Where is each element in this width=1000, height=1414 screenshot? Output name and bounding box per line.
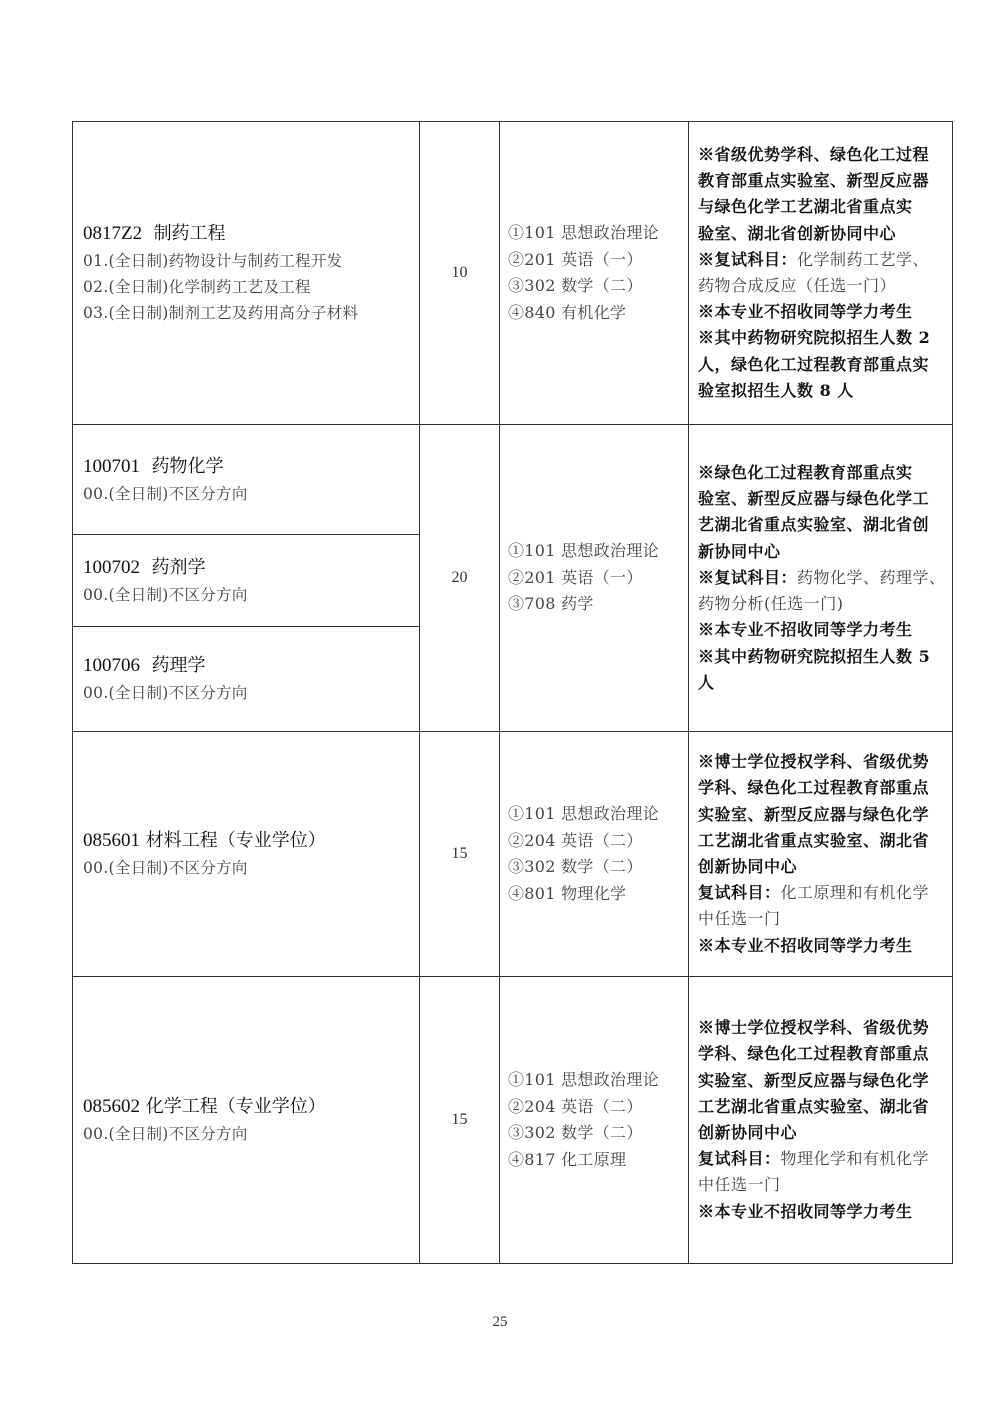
note-line: ※本专业不招收同等学力考生 <box>698 620 913 640</box>
notes-cell <box>689 425 953 732</box>
direction: 00.(全日制)不区分方向 <box>83 585 248 604</box>
note-line: 学科、绿色化工过程教育部重点 <box>698 1044 930 1064</box>
major-title <box>83 1093 419 1121</box>
major-title <box>83 827 419 855</box>
note-line: 验室拟招生人数 8 人 <box>698 380 854 400</box>
notes-cell <box>689 122 953 425</box>
enrollment-count: 10 <box>420 122 500 425</box>
note-line: 验室、新型反应器与绿色化学工 <box>698 489 930 509</box>
major-name: 药剂学 <box>151 556 206 578</box>
note-line: 药物分析(任选一门) <box>698 594 844 614</box>
note-line: 艺湖北省重点实验室、湖北省创 <box>698 515 930 535</box>
note-line: 工艺湖北省重点实验室、湖北省 <box>698 1096 930 1116</box>
note-line: 药物合成反应（任选一门） <box>698 276 897 295</box>
admission-table <box>72 121 953 1264</box>
notes-cell <box>689 732 953 977</box>
exam-subjects-cell <box>500 425 689 732</box>
major-title <box>83 220 419 248</box>
major-name: 制药工程 <box>153 223 226 244</box>
major-cell <box>73 627 420 732</box>
exam-subject: ②201 英语（一） <box>508 567 643 587</box>
note-line: ※绿色化工过程教育部重点实 <box>698 463 913 483</box>
major-title <box>83 554 419 582</box>
table-row <box>73 425 953 535</box>
major-cell <box>73 535 420 627</box>
enrollment-count: 15 <box>420 732 500 977</box>
major-name: 药理学 <box>151 655 206 676</box>
table-row <box>73 977 953 1264</box>
note-line: ※省级优势学科、绿色化工过程 <box>698 144 930 164</box>
enrollment-count: 20 <box>420 425 500 732</box>
exam-subject: ②204 英语（二） <box>508 1096 643 1116</box>
exam-subjects-cell <box>500 732 689 977</box>
major-cell <box>73 425 420 535</box>
retest-subjects: 化学制药工艺学、 <box>797 249 930 269</box>
note-line <box>698 247 946 273</box>
major-code: 085601 <box>83 830 140 851</box>
direction: 03.(全日制)制剂工艺及药用高分子材料 <box>83 304 359 322</box>
note-line <box>698 880 946 906</box>
note-line: 教育部重点实验室、新型反应器 <box>698 171 930 191</box>
retest-label: 复试科目： <box>698 1149 781 1169</box>
exam-subject: ①101 思想政治理论 <box>508 1070 659 1089</box>
note-line: 实验室、新型反应器与绿色化学 <box>698 804 930 824</box>
major-cell <box>73 977 420 1264</box>
retest-label: ※复试科目： <box>698 249 798 269</box>
note-line: 实验室、新型反应器与绿色化学 <box>698 1070 930 1090</box>
exam-subject: ①101 思想政治理论 <box>508 541 659 561</box>
note-line: 中任选一门 <box>698 1175 781 1195</box>
direction: 00.(全日制)不区分方向 <box>83 484 248 503</box>
note-line: ※本专业不招收同等学力考生 <box>698 935 913 955</box>
enrollment-count: 15 <box>420 977 500 1264</box>
exam-subject: ③302 数学（二） <box>508 857 643 876</box>
major-code: 100706 <box>83 655 140 676</box>
major-name: 材料工程（专业学位） <box>145 830 326 851</box>
table-row <box>73 732 953 977</box>
retest-subjects: 化工原理和有机化学 <box>780 883 930 903</box>
major-code: 0817Z2 <box>83 223 143 244</box>
page-number: 25 <box>492 1314 508 1330</box>
exam-subjects-cell <box>500 122 689 425</box>
direction: 00.(全日制)不区分方向 <box>83 684 248 702</box>
exam-subject: ④840 有机化学 <box>508 302 627 322</box>
exam-subject: ③302 数学（二） <box>508 1123 643 1142</box>
exam-subject: ①101 思想政治理论 <box>508 223 659 242</box>
note-line <box>698 1146 946 1172</box>
note-line: ※博士学位授权学科、省级优势 <box>698 752 930 772</box>
direction: 00.(全日制)不区分方向 <box>83 1125 248 1143</box>
retest-subjects: 药物化学、药理学、 <box>797 567 946 587</box>
note-line: 与绿色化学工艺湖北省重点实 <box>698 197 913 217</box>
retest-label: 复试科目： <box>698 883 781 903</box>
note-line: 人 <box>698 672 715 692</box>
exam-subject: ④801 物理化学 <box>508 883 627 903</box>
major-cell <box>73 732 420 977</box>
note-line: ※博士学位授权学科、省级优势 <box>698 1018 930 1038</box>
note-line: 学科、绿色化工过程教育部重点 <box>698 778 930 798</box>
direction: 02.(全日制)化学制药工艺及工程 <box>83 278 311 296</box>
note-line: ※本专业不招收同等学力考生 <box>698 1201 913 1221</box>
note-line: 创新协同中心 <box>698 857 798 876</box>
exam-subject: ②204 英语（二） <box>508 830 643 850</box>
major-code: 085602 <box>83 1096 140 1117</box>
note-line <box>698 565 946 591</box>
major-title <box>83 652 419 680</box>
exam-subject: ②201 英语（一） <box>508 249 643 269</box>
note-line: 创新协同中心 <box>698 1123 798 1142</box>
direction: 00.(全日制)不区分方向 <box>83 859 248 877</box>
major-name: 化学工程（专业学位） <box>145 1096 326 1117</box>
exam-subject: ①101 思想政治理论 <box>508 804 659 823</box>
major-title <box>83 453 419 481</box>
note-line: ※其中药物研究院拟招生人数 5 <box>698 646 931 666</box>
major-cell <box>73 122 420 425</box>
note-line: ※本专业不招收同等学力考生 <box>698 302 913 322</box>
retest-label: ※复试科目： <box>698 567 798 587</box>
major-code: 100701 <box>83 455 140 477</box>
table-row <box>73 122 953 425</box>
exam-subject: ③302 数学（二） <box>508 276 643 295</box>
notes-cell <box>689 977 953 1264</box>
note-line: 新协同中心 <box>698 541 781 561</box>
direction: 01.(全日制)药物设计与制药工程开发 <box>83 252 343 270</box>
exam-subjects-cell <box>500 977 689 1264</box>
exam-subject: ④817 化工原理 <box>508 1149 627 1169</box>
note-line: 工艺湖北省重点实验室、湖北省 <box>698 830 930 850</box>
retest-subjects: 物理化学和有机化学 <box>780 1149 930 1169</box>
note-line: 验室、湖北省创新协同中心 <box>698 223 897 243</box>
major-code: 100702 <box>83 556 140 578</box>
major-name: 药物化学 <box>151 455 224 477</box>
exam-subject: ③708 药学 <box>508 594 594 614</box>
note-line: 人，绿色化工过程教育部重点实 <box>698 354 930 374</box>
note-line: 中任选一门 <box>698 909 781 929</box>
note-line: ※其中药物研究院拟招生人数 2 <box>698 328 931 348</box>
